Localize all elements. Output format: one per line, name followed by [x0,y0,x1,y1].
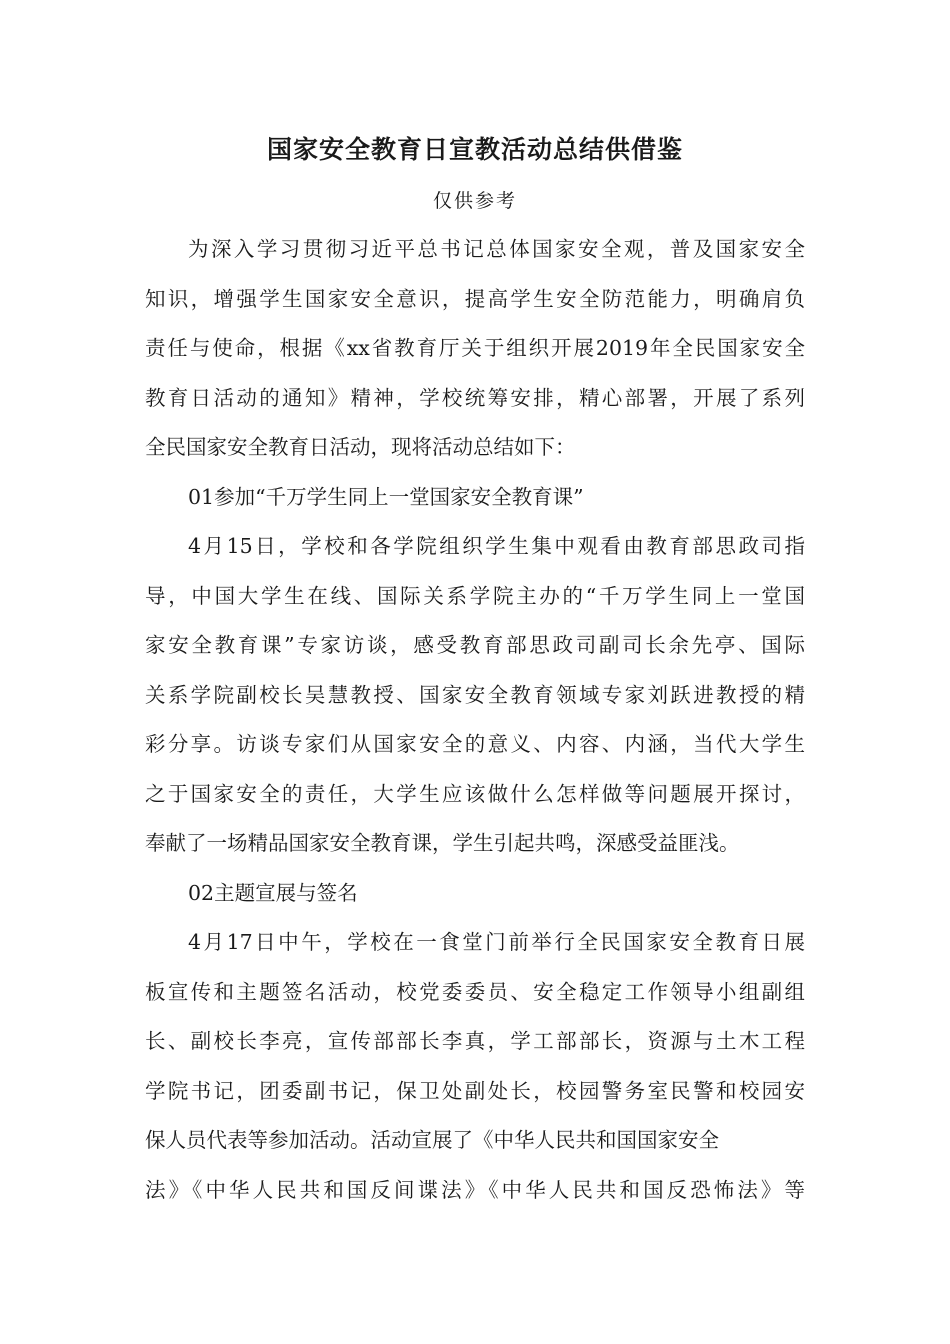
text-line: 板宣传和主题签名活动，校党委委员、安全稳定工作领导小组副组 [145,979,805,1004]
text-line: 奉献了一场精品国家安全教育课，学生引起共鸣，深感受益匪浅。 [145,831,740,855]
text-line: 彩分享。访谈专家们从国家安全的意义、内容、内涵，当代大学生 [145,732,805,756]
text-line: 责任与使命，根据《xx省教育厅关于组织开展2019年全民国家安全 [145,336,805,360]
text-line: 4月15日，学校和各学院组织学生集中观看由教育部思政司指 [188,534,805,558]
text-line: 保人员代表等参加活动。活动宣展了《中华人民共和国国家安全 [145,1128,719,1152]
text-line: 知识，增强学生国家安全意识，提高学生安全防范能力，明确肩负 [145,286,805,311]
text-line: 学院书记，团委副书记，保卫处副处长，校园警务室民警和校园安 [145,1078,805,1103]
text-line: 全民国家安全教育日活动，现将活动总结如下： [145,435,576,459]
document-body [145,225,805,1215]
text-line: 为深入学习贯彻习近平总书记总体国家安全观，普及国家安全 [188,237,805,261]
text-line: 关系学院副校长吴慧教授、国家安全教育领域专家刘跃进教授的精 [145,682,805,707]
text-line: 导，中国大学生在线、国际关系学院主办的“千万学生同上一堂国 [145,583,805,608]
document-title: 国家安全教育日宣教活动总结供借鉴 [266,135,683,164]
text-line: 长、副校长李亮，宣传部部长李真，学工部部长，资源与土木工程 [145,1029,805,1053]
text-line: 02主题宣展与签名 [188,880,358,905]
text-line: 4月17日中午，学校在一食堂门前举行全民国家安全教育日展 [188,930,805,954]
text-line: 01参加“千万学生同上一堂国家安全教育课” [188,484,584,509]
document-subtitle: 仅供参考 [432,190,517,212]
text-line: 之于国家安全的责任，大学生应该做什么怎样做等问题展开探讨， [145,781,805,806]
text-line: 家安全教育课”专家访谈，感受教育部思政司副司长余先亭、国际 [145,633,805,657]
text-line: 教育日活动的通知》精神，学校统筹安排，精心部署，开展了系列 [145,385,805,410]
text-line: 法》《中华人民共和国反间谍法》《中华人民共和国反恐怖法》等 [145,1177,805,1202]
